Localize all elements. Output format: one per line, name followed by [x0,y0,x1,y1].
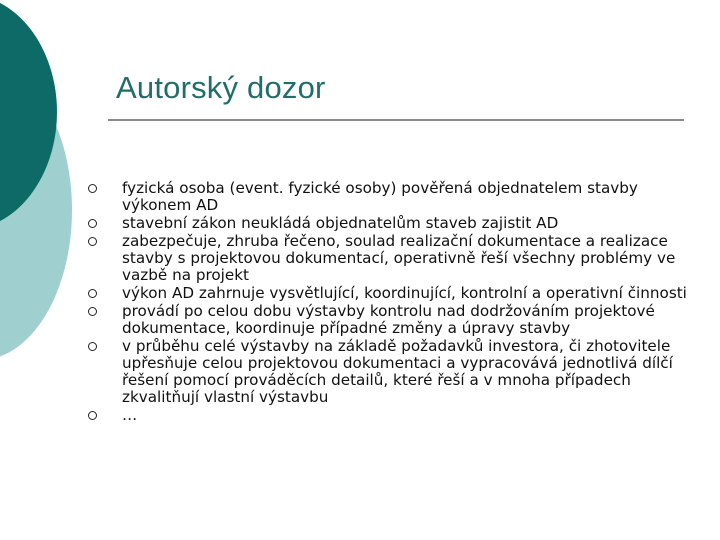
list-item [88,338,688,406]
list-item-text: … [122,406,138,424]
list-item-text: výkon AD zahrnuje vysvětlující, koordinující, kontrolní a operativní činnosti [122,284,687,302]
list-item-text: stavební zákon neukládá objednatelům staveb zajistit AD [122,214,559,232]
hollow-circle-icon [88,342,97,351]
list-item [88,215,688,232]
hollow-circle-icon [88,219,97,228]
bullet-list [88,180,688,424]
list-item-text: zabezpečuje, zhruba řečeno, soulad realizační dokumentace a realizace stavby s projektovou dokumentací, operativně řeší všechny problémy ve vazbě na projekt [122,232,676,284]
title-divider [108,119,684,121]
hollow-circle-icon [88,289,97,298]
list-item-text: provádí po celou dobu výstavby kontrolu nad dodržováním projektové dokumentace, koordinuje případné změny a úpravy stavby [122,302,655,337]
hollow-circle-icon [88,307,97,316]
list-item-text: v průběhu celé výstavby na základě požadavků investora, či zhotovitele upřesňuje celou projektovou dokumentaci a vypracovává jednotlivá dílčí řešení pomocí prováděcích detailů, které řeší a v mnoha případech zkvalitňují vlastní výstavbu [122,337,673,406]
hollow-circle-icon [88,411,97,420]
list-item [88,233,688,284]
hollow-circle-icon [88,237,97,246]
slide-title: Autorský dozor [116,70,326,105]
list-item [88,180,688,214]
list-item-text: fyzická osoba (event. fyzické osoby) pověřená objednatelem stavby výkonem AD [122,179,638,214]
list-item [88,303,688,337]
hollow-circle-icon [88,184,97,193]
list-item [88,285,688,302]
list-item [88,407,688,424]
